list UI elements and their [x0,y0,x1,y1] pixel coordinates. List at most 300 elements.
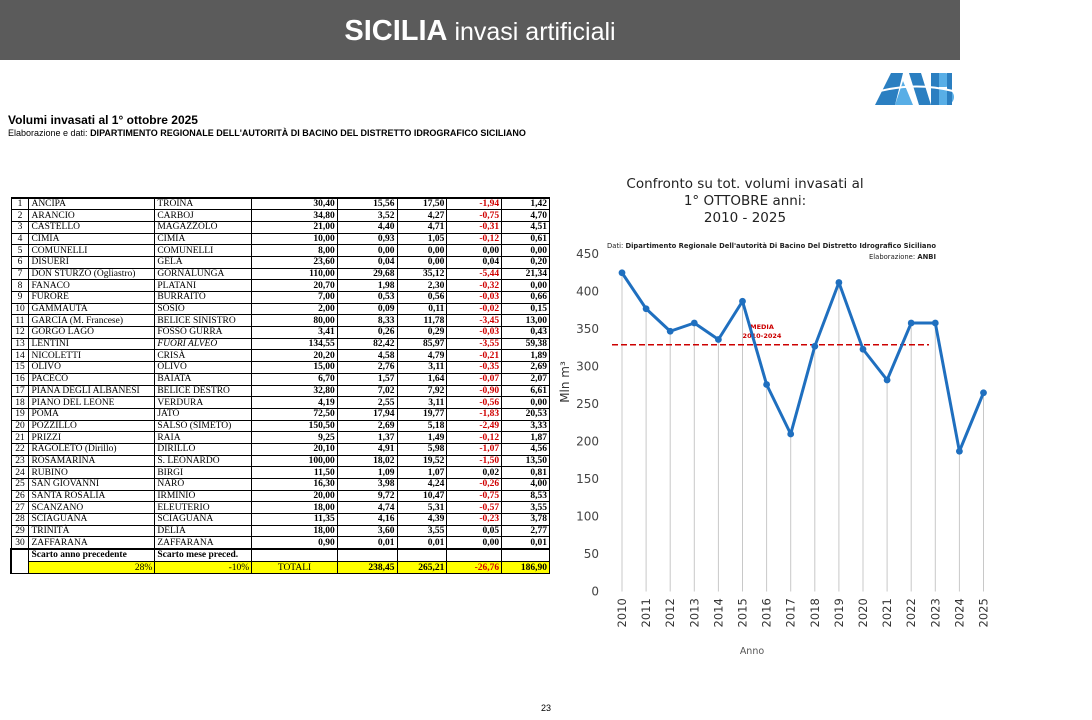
footer-blank [11,549,29,574]
delta-value: -0,90 [447,385,502,397]
row-number: 5 [11,245,29,257]
data-point [691,320,698,327]
value-col-a: 3,98 [337,479,397,491]
delta-value: -0,75 [447,210,502,222]
table-row [11,362,550,374]
reservoir-name: GAMMAUTA [29,303,155,315]
reservoir-name: SANTA ROSALIA [29,490,155,502]
value-col-b: 1,64 [397,373,447,385]
value-col-a: 4,40 [337,221,397,233]
footer-row-labels [11,549,550,562]
value-col-a: 15,56 [337,198,397,210]
row-number: 18 [11,397,29,409]
capacity: 20,20 [252,350,338,362]
value-col-a: 3,60 [337,525,397,537]
capacity: 0,90 [252,537,338,549]
value-col-e: 4,00 [502,479,550,491]
row-number: 25 [11,479,29,491]
table-row [11,268,550,280]
data-point [739,298,746,305]
value-col-e: 20,53 [502,408,550,420]
reservoir-name: FANACO [29,280,155,292]
table-row [11,373,550,385]
row-number: 29 [11,525,29,537]
y-tick-label: 250 [576,397,599,411]
delta-value: -1,83 [447,408,502,420]
reservoir-name: COMUNELLI [29,245,155,257]
x-tick-label: 2012 [663,598,678,628]
value-col-a: 8,33 [337,315,397,327]
row-number: 9 [11,292,29,304]
delta-value: -3,55 [447,338,502,350]
value-col-e: 0,66 [502,292,550,304]
reservoir-name: TRINITÀ [29,525,155,537]
river-basin: BELICE SINISTRO [155,315,252,327]
table-row [11,490,550,502]
table-row [11,221,550,233]
delta-value: -0,03 [447,292,502,304]
data-point [860,346,867,353]
value-col-b: 4,71 [397,221,447,233]
average-period-label: 2010-2024 [742,331,782,340]
x-tick-label: 2024 [952,598,967,628]
reservoir-name: CASTELLO [29,221,155,233]
value-col-b: 4,79 [397,350,447,362]
reservoir-name: POMA [29,408,155,420]
river-basin: SCIAGUANA [155,514,252,526]
table-row [11,537,550,549]
value-col-a: 17,94 [337,408,397,420]
table-row [11,233,550,245]
capacity: 11,50 [252,467,338,479]
value-col-e: 1,42 [502,198,550,210]
value-col-b: 2,30 [397,280,447,292]
delta-value: -0,21 [447,350,502,362]
value-col-e: 4,56 [502,443,550,455]
reservoir-name: PIANA DEGLI ALBANESI [29,385,155,397]
value-col-a: 0,04 [337,256,397,268]
value-col-b: 0,01 [397,537,447,549]
river-basin: GORNALUNGA [155,268,252,280]
table-row [11,198,550,210]
reservoir-name: SCANZANO [29,502,155,514]
value-col-e: 21,34 [502,268,550,280]
value-col-a: 4,91 [337,443,397,455]
footer-label-year: Scarto anno precedente [29,549,155,562]
delta-value: -0,35 [447,362,502,374]
reservoir-name: GORGO LAGO [29,327,155,339]
capacity: 32,80 [252,385,338,397]
title-banner [0,0,960,60]
row-number: 4 [11,233,29,245]
table-row [11,479,550,491]
value-col-b: 3,55 [397,525,447,537]
row-number: 14 [11,350,29,362]
value-col-e: 59,38 [502,338,550,350]
table-row [11,420,550,432]
capacity: 11,35 [252,514,338,526]
capacity: 23,60 [252,256,338,268]
footer-total-value: 265,21 [397,562,447,574]
table-row [11,397,550,409]
value-col-b: 19,52 [397,455,447,467]
value-col-a: 0,53 [337,292,397,304]
delta-value: -0,12 [447,233,502,245]
river-basin: COMUNELLI [155,245,252,257]
value-col-a: 4,74 [337,502,397,514]
value-col-e: 4,51 [502,221,550,233]
value-col-e: 0,61 [502,233,550,245]
delta-value: -0,26 [447,479,502,491]
value-col-b: 17,50 [397,198,447,210]
reservoir-name: RUBINO [29,467,155,479]
capacity: 134,55 [252,338,338,350]
x-tick-label: 2019 [831,598,846,628]
value-col-e: 0,15 [502,303,550,315]
value-col-a: 0,09 [337,303,397,315]
average-label: MEDIA [750,322,774,331]
value-col-e: 4,70 [502,210,550,222]
banner-title: SICILIA invasi artificiali [344,15,616,47]
value-col-b: 5,18 [397,420,447,432]
reservoir-name: ARANCIO [29,210,155,222]
reservoir-name: DISUERI [29,256,155,268]
value-col-e: 2,77 [502,525,550,537]
table-row [11,467,550,479]
river-basin: DIRILLO [155,443,252,455]
capacity: 34,80 [252,210,338,222]
x-tick-label: 2013 [687,598,702,628]
table-row [11,350,550,362]
footer-pct-year: 28% [29,562,155,574]
river-basin: IRMINIO [155,490,252,502]
river-basin: NARO [155,479,252,491]
capacity: 18,00 [252,502,338,514]
river-basin: GELA [155,256,252,268]
row-number: 17 [11,385,29,397]
x-tick-label: 2016 [759,598,774,628]
delta-value: 0,02 [447,467,502,479]
reservoir-name: ANCIPA [29,198,155,210]
capacity: 100,00 [252,455,338,467]
delta-value: -0,23 [447,514,502,526]
x-tick-label: 2022 [904,598,919,628]
reservoir-name: ZAFFARANA [29,537,155,549]
capacity: 150,50 [252,420,338,432]
data-point [787,431,794,438]
delta-value: 0,04 [447,256,502,268]
capacity: 72,50 [252,408,338,420]
capacity: 9,25 [252,432,338,444]
value-col-a: 1,09 [337,467,397,479]
river-basin: PLATANI [155,280,252,292]
river-basin: SOSIO [155,303,252,315]
value-col-b: 10,47 [397,490,447,502]
table-row [11,525,550,537]
capacity: 30,40 [252,198,338,210]
data-point [715,336,722,343]
river-basin: MAGAZZOLO [155,221,252,233]
data-point [643,305,650,312]
source-line: Elaborazione e dati: DIPARTIMENTO REGIONALE DELL'AUTORITÀ DI BACINO DEL DISTRETTO IDROGRAFICO SICILIANO [8,128,526,138]
reservoir-name: PRIZZI [29,432,155,444]
value-col-b: 19,77 [397,408,447,420]
row-number: 15 [11,362,29,374]
value-col-b: 85,97 [397,338,447,350]
data-point [667,328,674,335]
capacity: 20,00 [252,490,338,502]
capacity: 10,00 [252,233,338,245]
x-tick-label: 2023 [928,598,943,628]
table-row [11,455,550,467]
value-col-b: 5,31 [397,502,447,514]
x-tick-label: 2018 [807,598,822,628]
anbi-logo-icon [873,71,953,107]
value-col-b: 0,29 [397,327,447,339]
footer-empty [252,549,338,562]
footer-empty [502,549,550,562]
reservoir-name: NICOLETTI [29,350,155,362]
table-row [11,327,550,339]
capacity: 8,00 [252,245,338,257]
delta-value: -0,56 [447,397,502,409]
row-number: 10 [11,303,29,315]
row-number: 3 [11,221,29,233]
footer-label-month: Scarto mese preced. [155,549,252,562]
value-col-e: 13,50 [502,455,550,467]
data-point [956,448,963,455]
delta-value: -0,32 [447,280,502,292]
reservoir-name: CIMIA [29,233,155,245]
x-tick-label: 2025 [976,598,991,628]
value-col-b: 11,78 [397,315,447,327]
row-number: 26 [11,490,29,502]
value-col-a: 4,58 [337,350,397,362]
data-point [619,269,626,276]
river-basin: FUORI ALVEO [155,338,252,350]
capacity: 2,00 [252,303,338,315]
value-col-a: 1,37 [337,432,397,444]
row-number: 24 [11,467,29,479]
x-tick-label: 2020 [856,598,870,628]
delta-value: -2,49 [447,420,502,432]
chart-elab-note: Elaborazione: ANBI [868,253,936,261]
value-col-a: 0,93 [337,233,397,245]
delta-value: -5,44 [447,268,502,280]
value-col-e: 1,87 [502,432,550,444]
river-basin: VERDURA [155,397,252,409]
river-basin: CRISÀ [155,350,252,362]
table-row [11,502,550,514]
value-col-a: 2,76 [337,362,397,374]
table-row [11,443,550,455]
river-basin: ELEUTERIO [155,502,252,514]
value-col-b: 0,56 [397,292,447,304]
row-number: 11 [11,315,29,327]
table-row [11,408,550,420]
delta-value: 0,00 [447,245,502,257]
data-point [811,343,818,350]
river-basin: ZAFFARANA [155,537,252,549]
capacity: 15,00 [252,362,338,374]
value-col-e: 1,89 [502,350,550,362]
river-basin: RAIA [155,432,252,444]
y-tick-label: 50 [583,547,599,561]
y-tick-label: 400 [576,284,599,299]
footer-row-totals [11,562,550,574]
capacity: 16,30 [252,479,338,491]
value-col-a: 18,02 [337,455,397,467]
reservoir-name: SCIAGUANA [29,514,155,526]
row-number: 27 [11,502,29,514]
value-col-b: 3,11 [397,397,447,409]
capacity: 4,19 [252,397,338,409]
row-number: 30 [11,537,29,549]
river-basin: FOSSO GURRA [155,327,252,339]
value-col-e: 0,00 [502,397,550,409]
value-col-b: 0,00 [397,256,447,268]
row-number: 21 [11,432,29,444]
value-col-a: 1,98 [337,280,397,292]
footer-total-value: 186,90 [502,562,550,574]
reservoir-name: RAGOLETO (Dirillo) [29,443,155,455]
value-col-b: 0,00 [397,245,447,257]
row-number: 23 [11,455,29,467]
row-number: 16 [11,373,29,385]
value-col-b: 4,24 [397,479,447,491]
row-number: 1 [11,198,29,210]
table-row [11,385,550,397]
delta-value: -3,45 [447,315,502,327]
river-basin: CIMIA [155,233,252,245]
river-basin: BURRAITO [155,292,252,304]
value-col-b: 1,05 [397,233,447,245]
value-col-e: 3,33 [502,420,550,432]
value-col-e: 3,78 [502,514,550,526]
delta-value: -1,50 [447,455,502,467]
x-tick-label: 2010 [615,598,629,628]
value-col-b: 5,98 [397,443,447,455]
value-col-e: 6,61 [502,385,550,397]
capacity: 20,70 [252,280,338,292]
value-col-b: 7,92 [397,385,447,397]
reservoir-name: OLIVO [29,362,155,374]
table-row [11,292,550,304]
x-tick-label: 2014 [711,598,726,628]
value-col-a: 0,00 [337,245,397,257]
value-col-b: 3,11 [397,362,447,374]
reservoir-name: LENTINI [29,338,155,350]
delta-value: -0,07 [447,373,502,385]
chart-source-note: Dati: Dipartimento Regionale Dell'autorità Di Bacino Del Distretto Idrografico Siciliano [607,242,936,250]
value-col-a: 9,72 [337,490,397,502]
footer-totals-label: TOTALI [252,562,338,574]
value-col-a: 7,02 [337,385,397,397]
table-row [11,245,550,257]
x-tick-label: 2011 [639,598,654,628]
data-point [884,377,891,384]
row-number: 2 [11,210,29,222]
value-col-e: 2,07 [502,373,550,385]
footer-total-value: 238,45 [337,562,397,574]
table-row [11,280,550,292]
delta-value: -1,94 [447,198,502,210]
row-number: 22 [11,443,29,455]
delta-value: -0,75 [447,490,502,502]
capacity: 20,10 [252,443,338,455]
value-col-b: 0,11 [397,303,447,315]
row-number: 20 [11,420,29,432]
capacity: 80,00 [252,315,338,327]
value-col-b: 35,12 [397,268,447,280]
row-number: 13 [11,338,29,350]
page-heading: Volumi invasati al 1° ottobre 2025 [8,113,198,127]
river-basin: BIRGI [155,467,252,479]
y-tick-label: 450 [576,247,599,261]
row-number: 12 [11,327,29,339]
value-col-b: 1,07 [397,467,447,479]
x-axis-label: Anno [739,646,765,657]
delta-value: -0,31 [447,221,502,233]
capacity: 7,00 [252,292,338,304]
reservoir-name: GARCIA (M. Francese) [29,315,155,327]
value-col-e: 0,01 [502,537,550,549]
river-basin: TROINA [155,198,252,210]
y-tick-label: 200 [576,434,599,449]
x-tick-label: 2021 [880,598,895,628]
reservoir-name: PACECO [29,373,155,385]
capacity: 21,00 [252,221,338,233]
table-row [11,303,550,315]
reservoir-table [10,197,550,574]
delta-value: -0,03 [447,327,502,339]
capacity: 18,00 [252,525,338,537]
reservoir-name: PIANO DEL LEONE [29,397,155,409]
x-tick-label: 2015 [735,598,750,628]
value-col-e: 0,43 [502,327,550,339]
footer-pct-month: -10% [155,562,252,574]
river-basin: BAIATA [155,373,252,385]
value-col-a: 3,52 [337,210,397,222]
value-col-a: 0,26 [337,327,397,339]
y-tick-label: 350 [576,322,599,336]
delta-value: -0,02 [447,303,502,315]
row-number: 19 [11,408,29,420]
river-basin: S. LEONARDO [155,455,252,467]
value-col-a: 82,42 [337,338,397,350]
delta-value: 0,00 [447,537,502,549]
data-point [932,320,939,327]
row-number: 8 [11,280,29,292]
value-col-e: 2,69 [502,362,550,374]
footer-empty [337,549,397,562]
river-basin: BELICE DESTRO [155,385,252,397]
value-col-e: 0,20 [502,256,550,268]
data-point [980,389,987,396]
capacity: 110,00 [252,268,338,280]
data-point [836,279,843,286]
river-basin: JATO [155,408,252,420]
value-col-a: 1,57 [337,373,397,385]
value-col-b: 4,39 [397,514,447,526]
volume-line-chart [555,238,991,658]
footer-total-value: -26,76 [447,562,502,574]
table-row [11,432,550,444]
series-line [622,273,984,452]
delta-value: -1,07 [447,443,502,455]
reservoir-name: DON STURZO (Ogliastro) [29,268,155,280]
row-number: 6 [11,256,29,268]
